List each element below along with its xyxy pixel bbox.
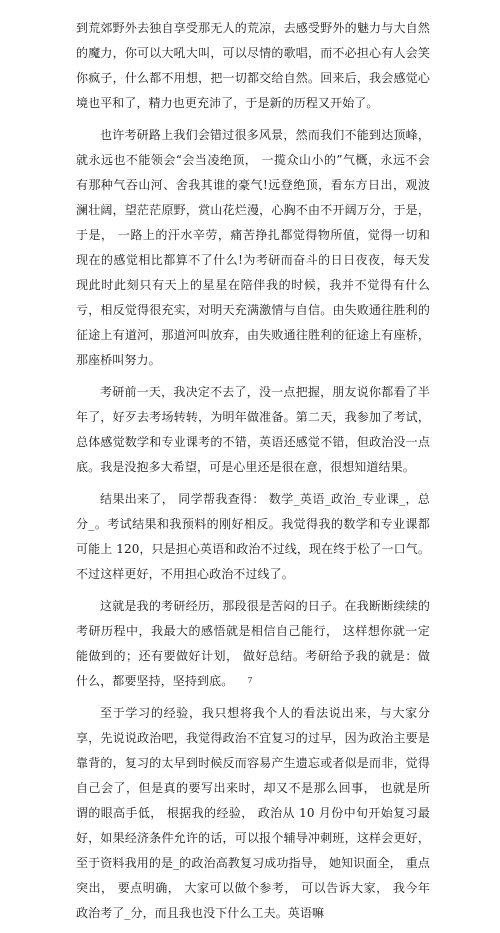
paragraph-6: 至于学习的经验，我只想将我个人的看法说出来，与大家分享，先说说政治吧，我觉得政治不宜复习的过早，因为政治主要是靠背的，复习的太早到时候反而容易产生遗忘或者似是而非，觉得自己会了，但是真的要写出来时，却又不是那么回事， 也就是所谓的眼高手低， 根据我的经验， 政治从 10 月份中旬开始复习最好，如果经济条件允许的话，可以报个辅导冲刺班，这样会更好，至于资料我用的是_的政治高教复习成功指导， 她知识面全， 重点突出， 要点明确， 大家可以做个参考， 可以告诉大家， 我今年政治考了_分，而且我也没下什么工夫。英语嘛: [76, 706, 430, 920]
document-body: [76, 16, 430, 933]
paragraph-2: 也许考研路上我们会错过很多风景，然而我们不能到达顶峰，就永远也不能领会“会当凌绝顶， 一揽众山小的”气概，永远不会有那种气吞山河、舍我其谁的豪气!远登绝顶，看东方日出，观波澜壮阔，望茫茫原野，赏山花烂漫，心胸不由不开阔万分，于是， 于是， 一路上的汗水辛劳，痛苦挣扎都觉得物所值，觉得一切和现在的感觉相比都算不了什么!为考研而奋斗的日日夜夜，每天发现此时此刻只有天上的星星在陪伴我的时候，我并不觉得有什么亏，相反觉得很充实，对明天充满激情与自信。由失败通往胜利的征途上有道河，那道河叫放弃，由失败通往胜利的征途上有座桥，那座桥叫努力。: [76, 128, 430, 367]
paragraph-3: 考研前一天，我决定不去了，没一点把握，朋友说你都看了半年了，好歹去考场转转，为明年做准备。第二天，我参加了考试，总体感觉数学和专业课考的不错，英语还感觉不错，但政治没一点底。我是没抱多大希望，可是心里还是很在意，很想知道结果。: [76, 385, 430, 474]
paragraph-5: 这就是我的考研经历，那段很是苦闷的日子。在我断断续续的考研历程中，我最大的感悟就是相信自己能行， 这样想你就一定能做到的；还有要做好计划， 做好总结。考研给予我的就是：做什么，都要坚持，坚持到底。: [76, 599, 430, 688]
paragraph-1: 到荒郊野外去独自享受那无人的荒凉，去感受野外的魅力与大自然的魔力，你可以大吼大叫，可以尽情的歌唱，而不必担心有人会笑你疯子，什么都不用想，把一切都交给自然。回来后，我会感觉心境也平和了，精力也更充沛了，于是新的历程又开始了。: [76, 21, 430, 110]
paragraph-4: 结果出来了， 同学帮我查得： 数学_英语_政治_专业课_，总分_。考试结果和我预料的刚好相反。我觉得我的数学和专业课都可能上 120，只是担心英语和政治不过线，现在终于松了一口气。不过这样更好，不用担心政治不过线了。: [76, 492, 430, 581]
page-number: 7: [247, 676, 253, 685]
